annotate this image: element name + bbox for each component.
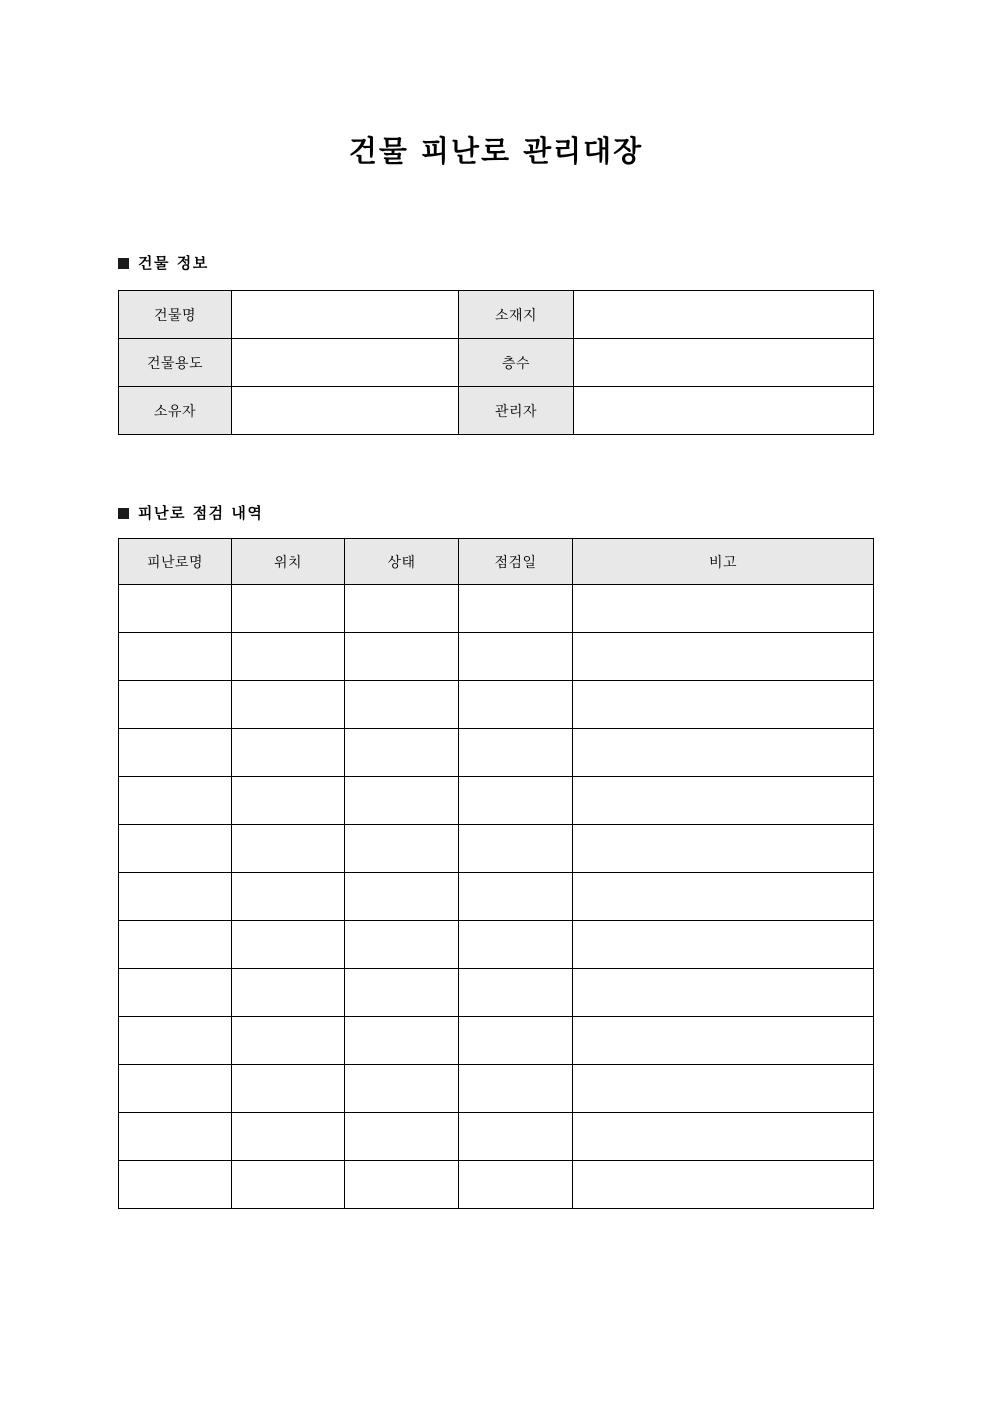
cell-note[interactable] xyxy=(573,1065,874,1113)
cell-note[interactable] xyxy=(573,825,874,873)
table-row xyxy=(119,1113,874,1161)
column-header-state: 상태 xyxy=(345,539,459,585)
table-row xyxy=(119,339,874,387)
cell-route-name[interactable] xyxy=(119,825,232,873)
cell-state[interactable] xyxy=(345,921,459,969)
cell-inspection-date[interactable] xyxy=(459,1065,573,1113)
table-header-row xyxy=(119,539,874,585)
cell-state[interactable] xyxy=(345,825,459,873)
cell-state[interactable] xyxy=(345,1017,459,1065)
cell-location[interactable] xyxy=(232,873,345,921)
cell-location[interactable] xyxy=(232,1017,345,1065)
field-value-floor-count[interactable] xyxy=(574,339,874,387)
cell-location[interactable] xyxy=(232,1113,345,1161)
field-label-building-usage: 건물용도 xyxy=(119,339,232,387)
cell-route-name[interactable] xyxy=(119,585,232,633)
cell-note[interactable] xyxy=(573,681,874,729)
cell-note[interactable] xyxy=(573,729,874,777)
field-label-address: 소재지 xyxy=(459,291,574,339)
inspection-log-table xyxy=(118,538,874,1209)
column-header-note: 비고 xyxy=(573,539,874,585)
cell-state[interactable] xyxy=(345,1161,459,1209)
cell-route-name[interactable] xyxy=(119,633,232,681)
cell-inspection-date[interactable] xyxy=(459,681,573,729)
section-heading-building-info-label: 건물 정보 xyxy=(138,254,209,272)
column-header-route-name: 피난로명 xyxy=(119,539,232,585)
cell-note[interactable] xyxy=(573,633,874,681)
field-label-floor-count: 층수 xyxy=(459,339,574,387)
cell-inspection-date[interactable] xyxy=(459,633,573,681)
cell-inspection-date[interactable] xyxy=(459,921,573,969)
field-value-owner[interactable] xyxy=(232,387,459,435)
field-label-owner: 소유자 xyxy=(119,387,232,435)
cell-state[interactable] xyxy=(345,1113,459,1161)
table-row xyxy=(119,729,874,777)
cell-state[interactable] xyxy=(345,633,459,681)
field-value-manager[interactable] xyxy=(574,387,874,435)
field-label-manager: 관리자 xyxy=(459,387,574,435)
cell-inspection-date[interactable] xyxy=(459,825,573,873)
cell-state[interactable] xyxy=(345,1065,459,1113)
cell-location[interactable] xyxy=(232,633,345,681)
cell-location[interactable] xyxy=(232,585,345,633)
table-row xyxy=(119,825,874,873)
cell-location[interactable] xyxy=(232,729,345,777)
cell-note[interactable] xyxy=(573,873,874,921)
cell-location[interactable] xyxy=(232,825,345,873)
cell-route-name[interactable] xyxy=(119,969,232,1017)
cell-location[interactable] xyxy=(232,777,345,825)
cell-location[interactable] xyxy=(232,1161,345,1209)
table-row xyxy=(119,633,874,681)
column-header-location: 위치 xyxy=(232,539,345,585)
section-heading-inspection-log-label: 피난로 점검 내역 xyxy=(138,504,264,522)
field-value-building-usage[interactable] xyxy=(232,339,459,387)
table-row xyxy=(119,387,874,435)
cell-inspection-date[interactable] xyxy=(459,585,573,633)
cell-inspection-date[interactable] xyxy=(459,777,573,825)
section-heading-inspection-log xyxy=(118,502,263,523)
table-row xyxy=(119,585,874,633)
cell-note[interactable] xyxy=(573,1161,874,1209)
cell-state[interactable] xyxy=(345,681,459,729)
table-row xyxy=(119,1065,874,1113)
cell-route-name[interactable] xyxy=(119,1113,232,1161)
section-heading-building-info xyxy=(118,252,209,273)
cell-state[interactable] xyxy=(345,585,459,633)
table-row xyxy=(119,777,874,825)
cell-route-name[interactable] xyxy=(119,1161,232,1209)
cell-inspection-date[interactable] xyxy=(459,1161,573,1209)
column-header-inspection-date: 점검일 xyxy=(459,539,573,585)
table-row xyxy=(119,969,874,1017)
cell-route-name[interactable] xyxy=(119,777,232,825)
cell-location[interactable] xyxy=(232,681,345,729)
cell-note[interactable] xyxy=(573,1017,874,1065)
cell-route-name[interactable] xyxy=(119,873,232,921)
table-row xyxy=(119,291,874,339)
table-row xyxy=(119,1161,874,1209)
table-row xyxy=(119,921,874,969)
table-row xyxy=(119,681,874,729)
cell-note[interactable] xyxy=(573,777,874,825)
field-value-address[interactable] xyxy=(574,291,874,339)
cell-inspection-date[interactable] xyxy=(459,1113,573,1161)
filled-square-bullet-icon xyxy=(118,508,129,519)
cell-note[interactable] xyxy=(573,921,874,969)
field-label-building-name: 건물명 xyxy=(119,291,232,339)
table-row xyxy=(119,1017,874,1065)
field-value-building-name[interactable] xyxy=(232,291,459,339)
cell-inspection-date[interactable] xyxy=(459,969,573,1017)
cell-location[interactable] xyxy=(232,921,345,969)
cell-inspection-date[interactable] xyxy=(459,873,573,921)
page-title: 건물 피난로 관리대장 xyxy=(348,134,644,168)
table-row xyxy=(119,873,874,921)
cell-note[interactable] xyxy=(573,1113,874,1161)
cell-route-name[interactable] xyxy=(119,1017,232,1065)
cell-state[interactable] xyxy=(345,873,459,921)
cell-state[interactable] xyxy=(345,777,459,825)
cell-location[interactable] xyxy=(232,1065,345,1113)
cell-route-name[interactable] xyxy=(119,1065,232,1113)
building-info-table xyxy=(118,290,874,435)
cell-route-name[interactable] xyxy=(119,921,232,969)
cell-state[interactable] xyxy=(345,969,459,1017)
cell-state[interactable] xyxy=(345,729,459,777)
cell-route-name[interactable] xyxy=(119,729,232,777)
cell-route-name[interactable] xyxy=(119,681,232,729)
cell-inspection-date[interactable] xyxy=(459,1017,573,1065)
cell-note[interactable] xyxy=(573,585,874,633)
cell-note[interactable] xyxy=(573,969,874,1017)
cell-location[interactable] xyxy=(232,969,345,1017)
filled-square-bullet-icon xyxy=(118,258,129,269)
cell-inspection-date[interactable] xyxy=(459,729,573,777)
